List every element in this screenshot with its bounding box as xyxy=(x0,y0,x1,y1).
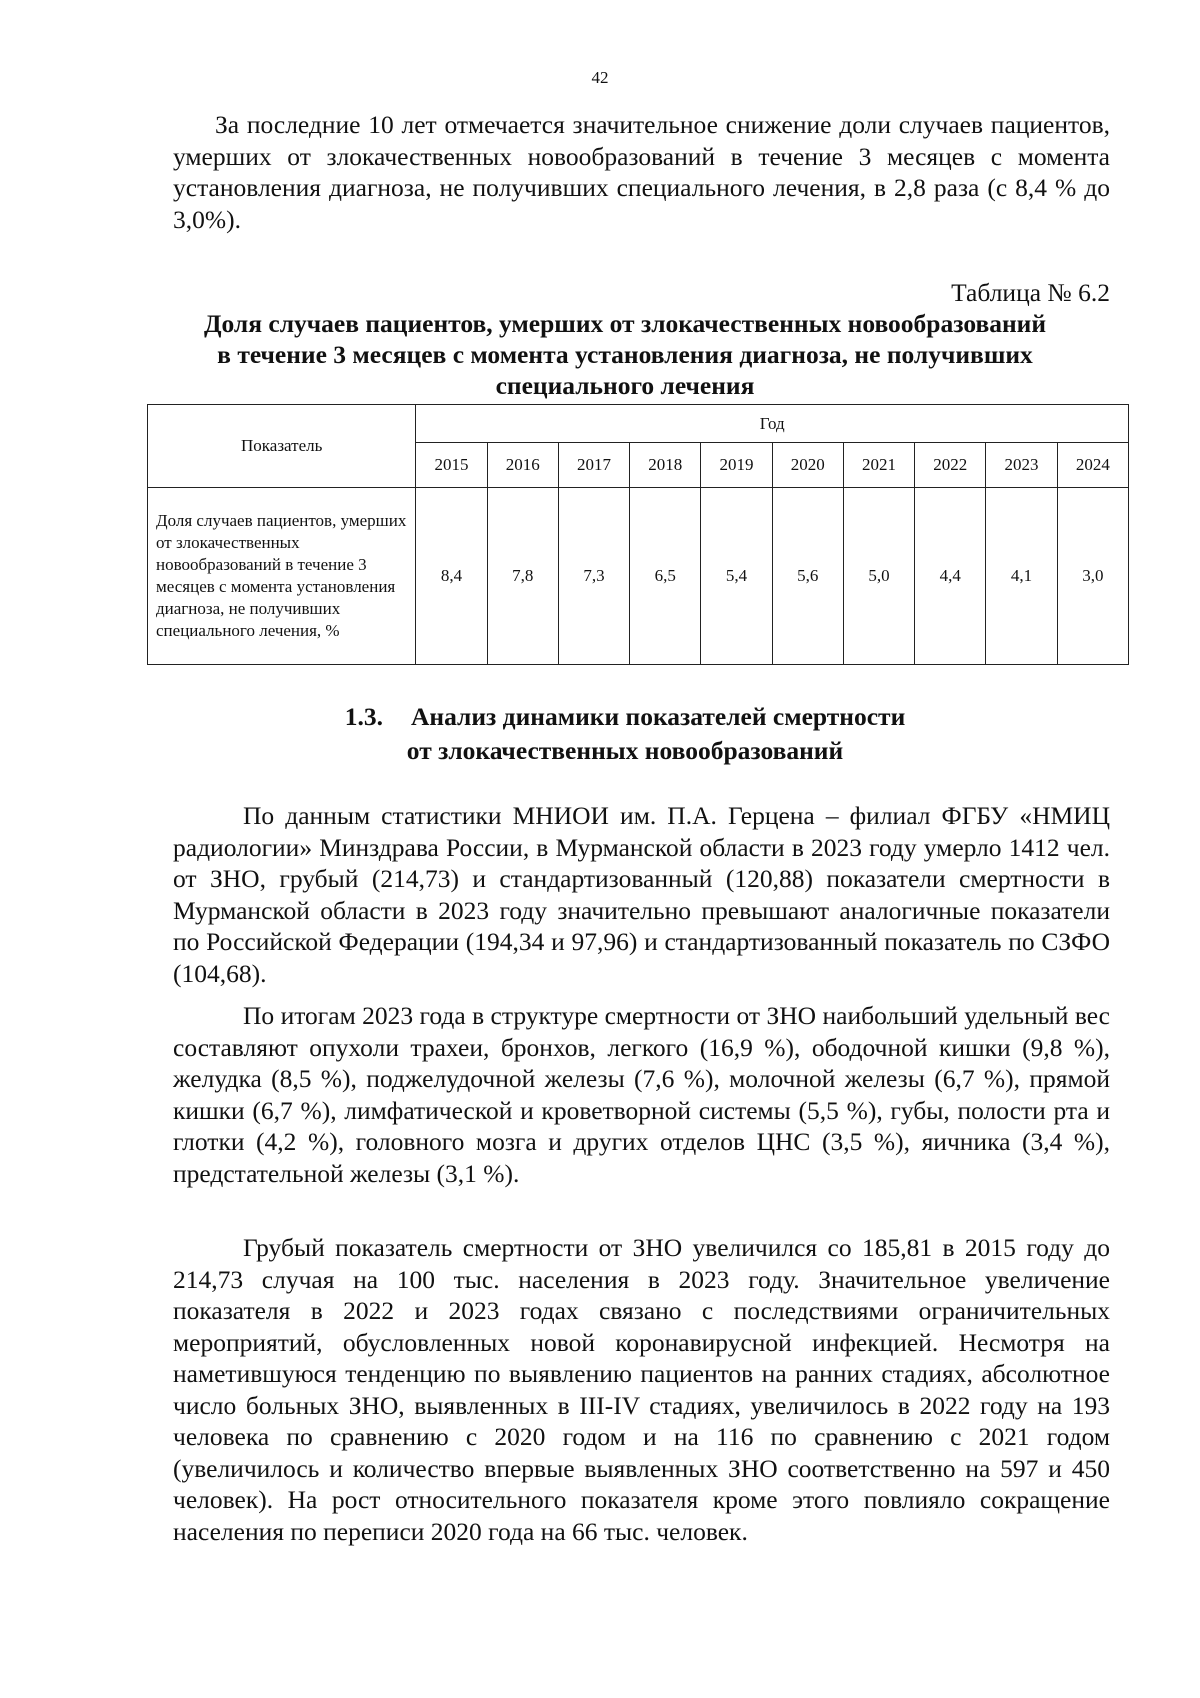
value-cell: 5,4 xyxy=(701,488,772,665)
body-paragraph: По данным статистики МНИОИ им. П.А. Герцена – филиал ФГБУ «НМИЦ радиологии» Минздрава России, в Мурманской области в 2023 году умерло 1412 чел. от ЗНО, грубый (214,73) и стандартизованный (120,88) показатели смертности в Мурманской области в 2023 году значительно превышают аналогичные показатели по Российской Федерации (194,34 и 97,96) и стандартизованный показатель по СЗФО (104,68). xyxy=(173,801,1110,988)
year-cell: 2019 xyxy=(701,443,772,488)
year-cell: 2020 xyxy=(772,443,843,488)
year-cell: 2017 xyxy=(558,443,629,488)
value-cell: 4,4 xyxy=(915,488,986,665)
year-cell: 2018 xyxy=(630,443,701,488)
section-title-line: от злокачественных новообразований xyxy=(406,736,844,765)
header-indicator: Показатель xyxy=(148,405,416,488)
year-cell: 2015 xyxy=(416,443,487,488)
table-caption: Таблица № 6.2 xyxy=(951,278,1110,307)
table-title-line: специального лечения xyxy=(495,371,755,400)
year-cell: 2016 xyxy=(487,443,558,488)
value-cell: 5,0 xyxy=(843,488,914,665)
body-paragraph: По итогам 2023 года в структуре смертности от ЗНО наибольший удельный вес составляют опухоли трахеи, бронхов, легкого (16,9 %), ободочной кишки (9,8 %), желудка (8,5 %), поджелудочной железы (7,6 %), молочной железы (6,7 %), прямой кишки (6,7 %), лимфатической и кроветворной системы (5,5 %), губы, полости рта и глотки (4,2 %), головного мозга и других отделов ЦНС (3,5 %), яичника (3,4 %), предстательной железы (3,1 %). xyxy=(173,1001,1110,1188)
year-cell: 2021 xyxy=(843,443,914,488)
year-cell: 2024 xyxy=(1057,443,1128,488)
page-number: 42 xyxy=(591,68,609,87)
value-cell: 7,3 xyxy=(558,488,629,665)
table-header-row xyxy=(148,405,1129,443)
section-title-line: Анализ динамики показателей смертности xyxy=(410,702,906,731)
value-cell: 7,8 xyxy=(487,488,558,665)
value-cell: 3,0 xyxy=(1057,488,1128,665)
table-title-line: Доля случаев пациентов, умерших от злокачественных новообразований xyxy=(203,309,1047,338)
data-table xyxy=(147,404,1129,665)
table-title-line: в течение 3 месяцев с момента установления диагноза, не получивших xyxy=(217,340,1033,369)
header-year: Год xyxy=(416,405,1129,443)
section-heading xyxy=(150,700,1100,768)
value-cell: 4,1 xyxy=(986,488,1057,665)
year-cell: 2023 xyxy=(986,443,1057,488)
section-number: 1.3. xyxy=(344,702,383,731)
table-row xyxy=(148,488,1129,665)
value-cell: 6,5 xyxy=(630,488,701,665)
intro-paragraph: За последние 10 лет отмечается значительное снижение доли случаев пациентов, умерших от злокачественных новообразований в течение 3 месяцев с момента установления диагноза, не получивших специального лечения, в 2,8 раза (с 8,4 % до 3,0%). xyxy=(173,110,1110,234)
row-label: Доля случаев пациентов, умерших от злокачественных новообразований в течение 3 месяцев с момента установления диагноза, не получивших специального лечения, % xyxy=(148,488,416,665)
body-paragraph: Грубый показатель смертности от ЗНО увеличился со 185,81 в 2015 году до 214,73 случая на 100 тыс. населения в 2023 году. Значительное увеличение показателя в 2022 и 2023 годах связано с последствиями ограничительных мероприятий, обусловленных новой коронавирусной инфекцией. Несмотря на наметившуюся тенденцию по выявлению пациентов на ранних стадиях, абсолютное число больных ЗНО, выявленных в III-IV стадиях, увеличилось в 2022 году на 193 человека по сравнению с 2020 годом и на 116 по сравнению с 2021 годом (увеличилось и количество впервые выявленных ЗНО соответственно на 597 и 450 человек). На рост относительного показателя кроме этого повлияло сокращение населения по переписи 2020 года на 66 тыс. человек. xyxy=(173,1233,1110,1546)
table-title xyxy=(150,308,1100,401)
year-cell: 2022 xyxy=(915,443,986,488)
value-cell: 8,4 xyxy=(416,488,487,665)
value-cell: 5,6 xyxy=(772,488,843,665)
